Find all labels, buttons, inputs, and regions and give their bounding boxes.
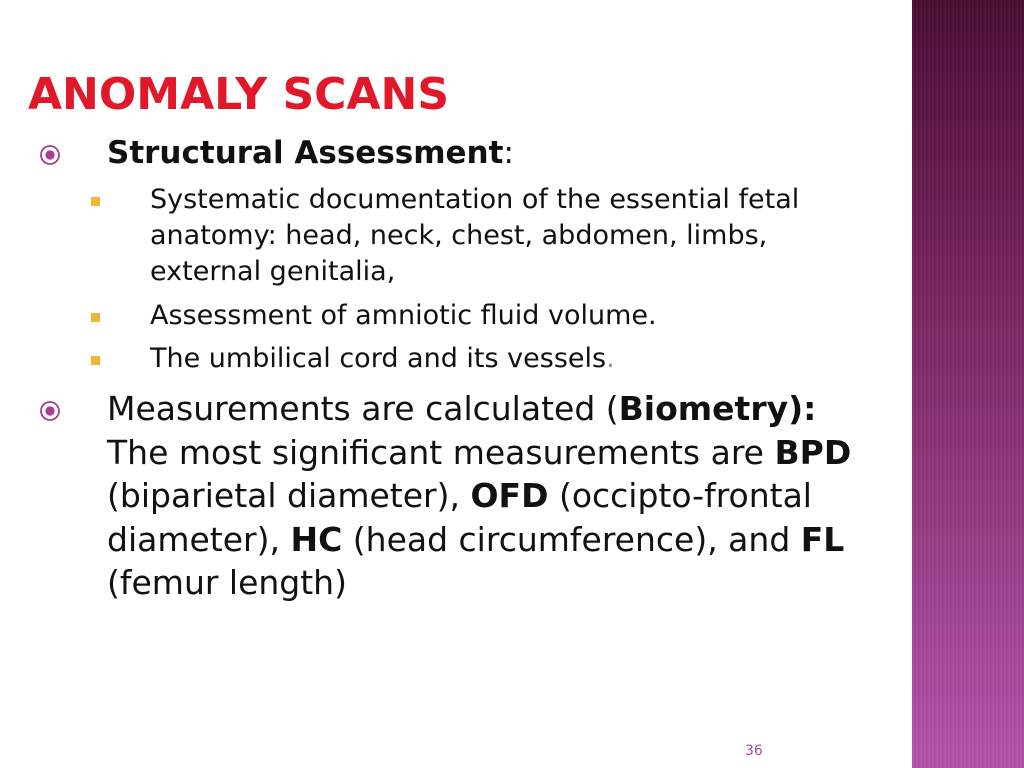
- body-text: Measurements are calculated (: [107, 389, 619, 428]
- square-bullet-icon: [91, 197, 100, 206]
- sub-item-line: external genitalia,: [150, 256, 396, 287]
- body-bold-text: OFD: [470, 476, 549, 515]
- body-text: diameter),: [107, 519, 291, 559]
- sub-item-line: anatomy: head, neck, chest, abdomen, limbs,: [150, 220, 768, 251]
- square-bullet-icon: [91, 356, 100, 365]
- bullet-heading-structural-assessment: [107, 131, 514, 175]
- body-line: [107, 431, 851, 475]
- bullet-measurements: [107, 387, 851, 605]
- heading-colon: :: [503, 135, 514, 171]
- body-line: [107, 518, 851, 562]
- slide-title: ANOMALY SCANS: [28, 69, 450, 120]
- sub-item-line: Assessment of amniotic fluid volume.: [150, 300, 657, 331]
- sub-item-text: The umbilical cord and its vessels: [150, 343, 607, 374]
- side-bar-texture: [912, 0, 1024, 768]
- page-number: 36: [745, 743, 763, 759]
- sub-item-period: .: [606, 343, 615, 374]
- body-text: (biparietal diameter),: [107, 476, 471, 515]
- body-text: (femur length): [107, 563, 347, 602]
- body-line: [107, 561, 851, 605]
- body-bold-text: Biometry):: [618, 389, 817, 428]
- body-line: [107, 474, 851, 518]
- body-line: [107, 387, 851, 431]
- body-bold-text: BPD: [774, 432, 852, 472]
- body-text: The most significant measurements are: [107, 432, 775, 472]
- square-bullet-icon: [91, 313, 100, 322]
- body-bold-text: FL: [800, 519, 845, 559]
- circle-dot-bullet-icon: [38, 399, 62, 423]
- body-text: (head circumference), and: [342, 519, 801, 559]
- sub-item-line: [150, 341, 615, 377]
- decorative-side-bar: [912, 0, 1024, 768]
- sub-item-line: Systematic documentation of the essential fetal: [150, 184, 800, 215]
- circle-dot-bullet-icon: [38, 143, 62, 167]
- heading-text: Structural Assessment: [107, 135, 504, 171]
- body-text: (occipto-frontal: [548, 476, 812, 515]
- body-bold-text: HC: [290, 519, 343, 559]
